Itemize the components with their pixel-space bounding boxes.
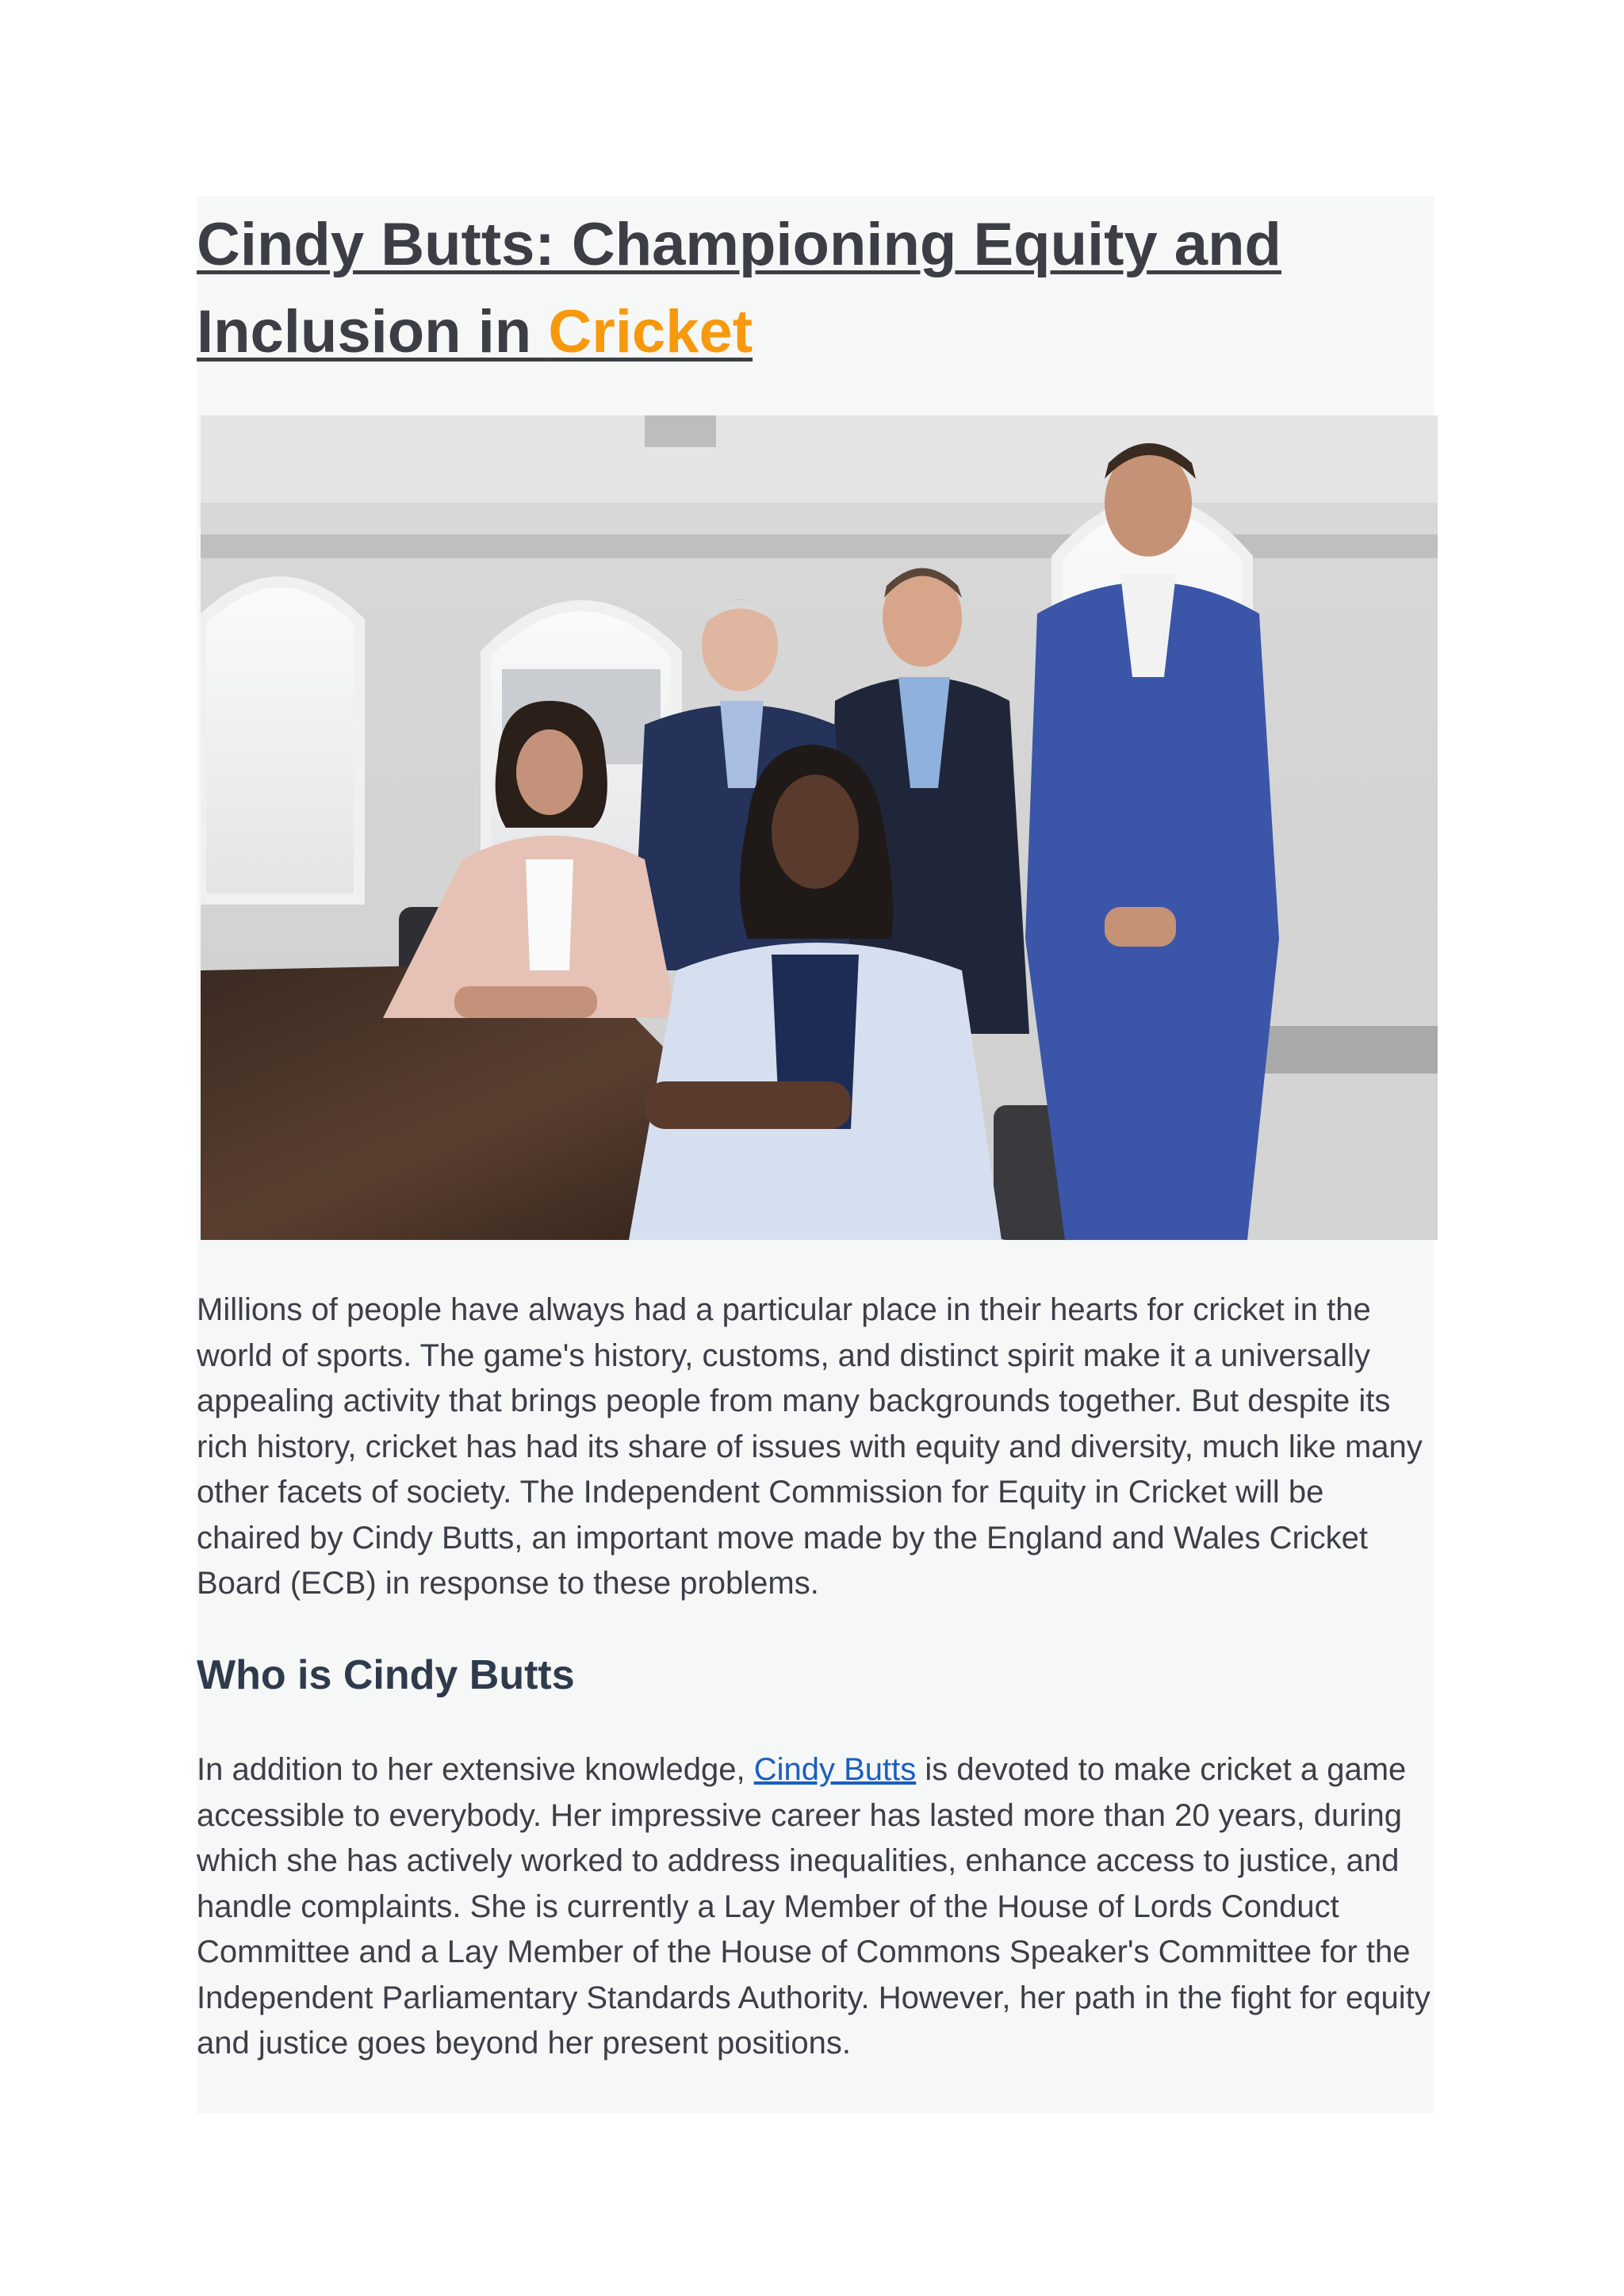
article-title[interactable]: [197, 201, 1434, 376]
article-title-text: Cindy Butts: Championing Equity and Inclusion in: [197, 211, 1281, 365]
bio-paragraph: [197, 1747, 1434, 2067]
article-panel: [197, 197, 1434, 2114]
group-portrait-photo: [201, 415, 1438, 1240]
section-heading: Who is Cindy Butts: [197, 1652, 575, 1698]
title-cricket-link[interactable]: Cricket: [548, 298, 753, 365]
hero-photo: [201, 415, 1438, 1240]
intro-paragraph: Millions of people have always had a particular place in their hearts for cricket in the world of sports. The game's history, customs, and distinct spirit make it a universally appealing activity that brings people from many backgrounds together. But despite its rich history, cricket has had its share of issues with equity and diversity, much like many other facets of society. The Independent Commission for Equity in Cricket will be chaired by Cindy Butts, an important move made by the England and Wales Cricket Board (ECB) in response to these problems.: [197, 1292, 1423, 1601]
cindy-butts-link[interactable]: Cindy Butts: [753, 1752, 917, 1787]
bio-text-rest: is devoted to make cricket a game accessible to everybody. Her impressive career has lasted more than 20 years, during which she has actively worked to address inequalities, enhance access to justice, and handle complaints. She is currently a Lay Member of the House of Lords Conduct Committee and a Lay Member of the House of Commons Speaker's Committee for the Independent Parliamentary Standards Authority. However, her path in the fight for equity and justice goes beyond her present positions.: [197, 1752, 1431, 2061]
bio-text-start: In addition to her extensive knowledge,: [197, 1752, 754, 1787]
